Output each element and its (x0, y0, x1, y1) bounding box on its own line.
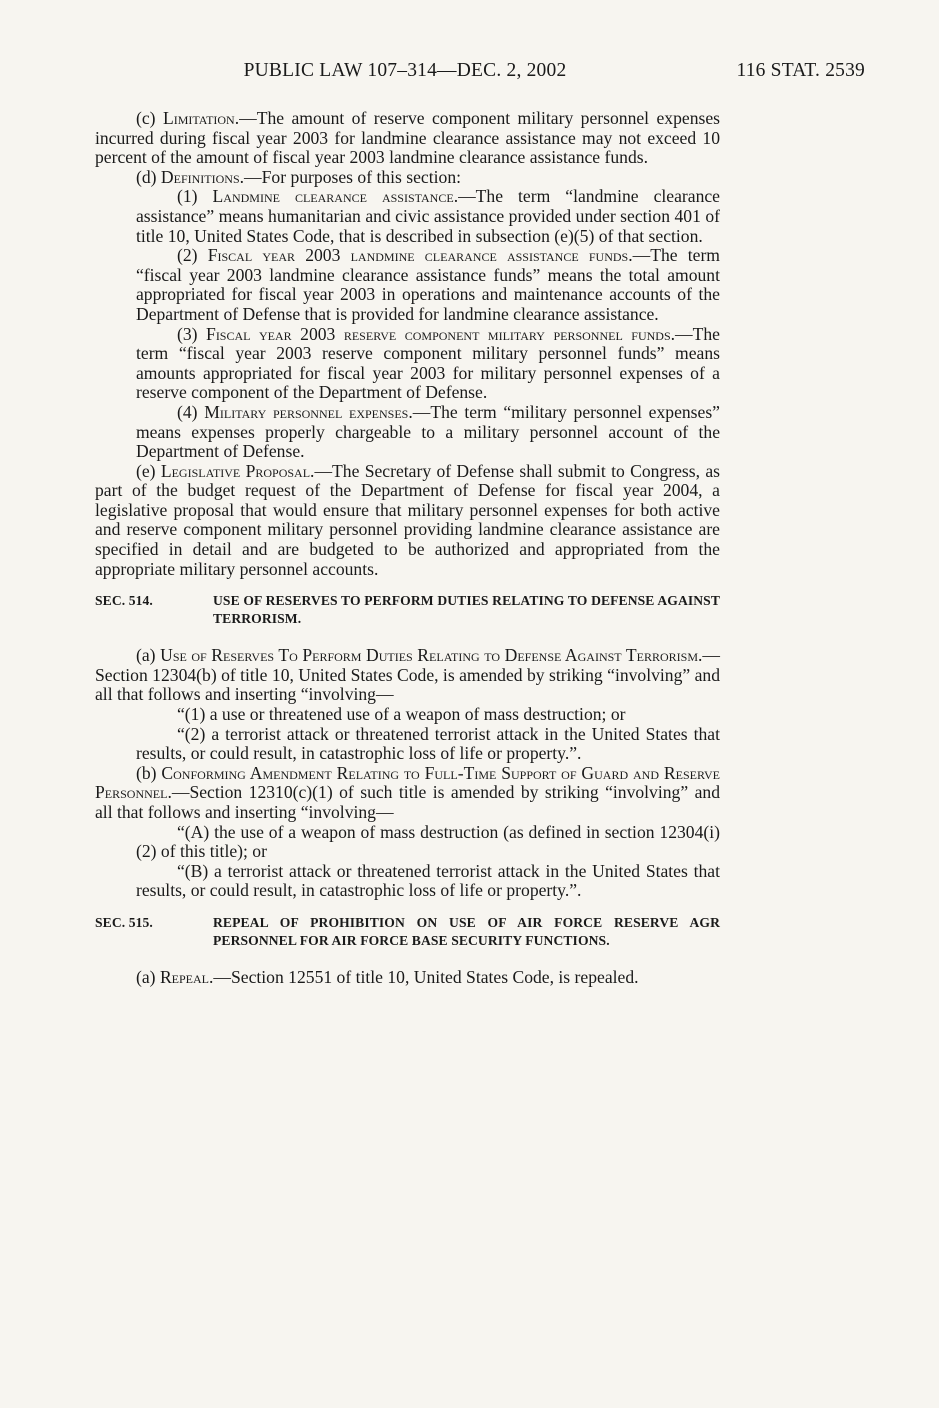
subsection-d-definitions: (d) Definitions.—For purposes of this section: (136, 166, 461, 187)
subsection-heading: Definitions (160, 166, 240, 187)
inserted-subparagraph-b: “(B) a terrorist attack or threatened terrorist attack in the United States that results, or could result, in catastrophic loss of life or property.”. (136, 860, 720, 901)
paragraph-heading: Fiscal year 2003 reserve component military personnel funds (206, 323, 671, 344)
paragraph-heading: Fiscal year 2003 landmine clearance assistance funds (207, 245, 629, 266)
subsection-heading: Limitation (162, 108, 235, 128)
section-514-subsection-a: (a) Use of Reserves To Perform Duties Relating to Defense Against Terrorism.—Section 12304(b) of title 10, United States Code, is amended by striking “involving” and all that follows and inserting “involving— (95, 645, 720, 705)
section-515-heading (95, 914, 720, 950)
definition-paragraph-1: (1) Landmine clearance assistance.—The term “landmine clearance assistance” means humanitarian and civic assistance provided under section 401 of title 10, United States Code, that is described in subsection (e)(5) of that section. (136, 186, 720, 246)
document-body (95, 109, 720, 988)
paragraph-heading: Landmine clearance assistance (212, 186, 454, 207)
section-number: SEC. 515. (95, 914, 153, 930)
subsection-heading: Repeal (159, 966, 210, 987)
subsection-heading: Conforming Amendment Relating to Full-Time Support of Guard and Reserve Personnel (95, 762, 720, 803)
header-title: PUBLIC LAW 107–314—DEC. 2, 2002 (243, 60, 567, 81)
subsection-heading: Legislative Proposal (160, 460, 311, 481)
subsection-c-limitation: (c) Limitation.—The amount of reserve component military personnel expenses incurred during fiscal year 2003 for landmine clearance assistance may not exceed 10 percent of the amount of fiscal year 2003 landmine clearance assistance funds. (95, 108, 720, 168)
section-514-subsection-b: (b) Conforming Amendment Relating to Full-Time Support of Guard and Reserve Personnel.—Section 12310(c)(1) of such title is amended by striking “involving” and all that follows and inserting “involving— (95, 762, 720, 822)
definition-paragraph-2: (2) Fiscal year 2003 landmine clearance assistance funds.—The term “fiscal year 2003 landmine clearance assistance funds” means the total amount appropriated for fiscal year 2003 in operations and maintenance accounts of the Department of Defense that is provided for landmine clearance assistance. (136, 245, 720, 324)
section-515-subsection-a: (a) Repeal.—Section 12551 of title 10, United States Code, is repealed. (136, 966, 639, 987)
statute-page-number: 116 STAT. 2539 (736, 60, 865, 81)
inserted-paragraph-1: “(1) a use or threatened use of a weapon of mass destruction; or (177, 704, 626, 725)
subsection-heading: Use of Reserves To Perform Duties Relating to Defense Against Terrorism (160, 645, 698, 666)
page-header (95, 60, 865, 88)
inserted-paragraph-2: “(2) a terrorist attack or threatened terrorist attack in the United States that results, or could result, in catastrophic loss of life or property.”. (136, 723, 720, 764)
definition-paragraph-3: (3) Fiscal year 2003 reserve component military personnel funds.—The term “fiscal year 2003 reserve component military personnel funds” means amounts appropriated for fiscal year 2003 for military personnel expenses of a reserve component of the Department of Defense. (136, 323, 720, 403)
section-number: SEC. 514. (95, 593, 153, 609)
section-title: REPEAL OF PROHIBITION ON USE OF AIR FORCE RESERVE AGR PERSONNEL FOR AIR FORCE BASE SECURITY FUNCTIONS. (213, 914, 720, 948)
section-514-heading (95, 592, 720, 628)
section-title: USE OF RESERVES TO PERFORM DUTIES RELATING TO DEFENSE AGAINST TERRORISM. (213, 593, 720, 627)
definition-paragraph-4: (4) Military personnel expenses.—The term “military personnel expenses” means expenses properly chargeable to a military personnel account of the Department of Defense. (136, 401, 720, 462)
paragraph-heading: Military personnel expenses (204, 401, 409, 422)
subsection-e-legislative-proposal: (e) Legislative Proposal.—The Secretary of Defense shall submit to Congress, as part of the budget request of the Department of Defense for fiscal year 2004, a legislative proposal that would ensure that military personnel expenses for both active and reserve component military personnel providing landmine clearance assistance are specified in detail and are budgeted to be authorized and appropriated from the appropriate military personnel accounts. (95, 460, 720, 579)
inserted-subparagraph-a: “(A) the use of a weapon of mass destruction (as defined in section 12304(i)(2) of this title); or (136, 821, 720, 862)
